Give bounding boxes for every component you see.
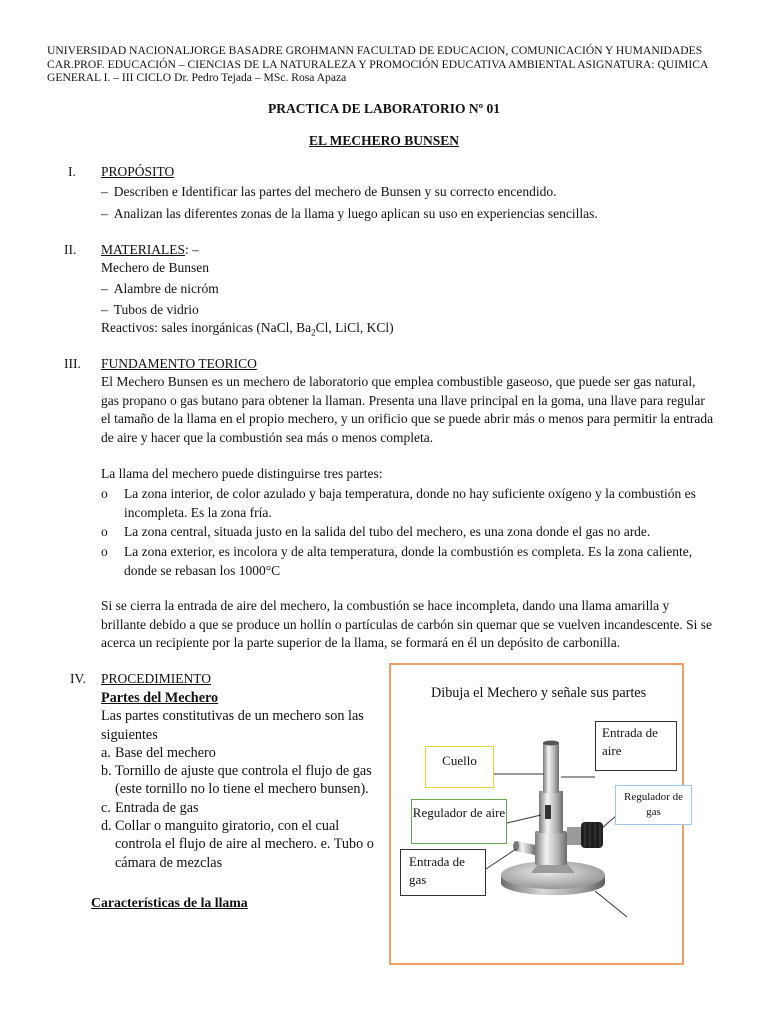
purpose-item-2-text: Analizan las diferentes zonas de la llama y luego aplican su uso en experiencias sencillas. <box>113 206 598 221</box>
flame-zone-item-1 <box>101 485 715 522</box>
part-item-d <box>101 817 381 872</box>
bullet-marker: o <box>101 544 108 559</box>
flame-intro: La llama del mechero puede distinguirse tres partes: <box>101 466 383 481</box>
section-2-heading: MATERIALES <box>101 242 185 257</box>
section-4-number: IV. <box>70 671 86 686</box>
material-item-3 <box>101 301 715 320</box>
regulator-stem <box>567 827 581 845</box>
flame-zone-text-2: La zona central, situada justo en la salida del tubo del mechero, es una zona donde el gas no arde. <box>124 524 651 539</box>
reactivos-prefix: Reactivos: sales inorgánicas (NaCl, Ba <box>101 320 312 335</box>
reactivos-line <box>101 319 394 342</box>
reactivos-suffix: Cl, LiCl, KCl) <box>315 320 394 335</box>
purpose-item-1-text: Describen e Identificar las partes del mechero de Bunsen y su correcto encendido. <box>113 184 557 199</box>
part-item-a <box>101 744 381 762</box>
part-text: Entrada de gas <box>115 799 199 816</box>
section-2-heading-suffix: : – <box>185 242 199 257</box>
document-header: UNIVERSIDAD NACIONALJORGE BASADRE GROHMANN FACULTAD DE EDUCACION, COMUNICACIÓN Y HUMANIDADES CAR.PROF. EDUCACIÓN – CIENCIAS DE LA NATURALEZA Y PROMOCIÓN EDUCATIVA AMBIENTAL ASIGNATURA: QUIMICA GENERAL I. – III CICLO Dr. Pedro Tejada – MSc. Rosa Apaza <box>47 44 708 85</box>
section-2-number: II. <box>64 242 77 257</box>
leader-regulador-aire <box>507 815 541 823</box>
section-3-heading: FUNDAMENTO TEORICO <box>101 356 257 371</box>
part-letter: b. <box>101 763 112 780</box>
burner-collar <box>535 831 567 865</box>
material-item-3-text: Tubos de vidrio <box>113 302 199 317</box>
procedure-block <box>101 689 381 872</box>
section-4-heading: PROCEDIMIENTO <box>101 671 212 686</box>
bullet-marker: o <box>101 486 108 501</box>
label-cuello: Cuello <box>425 746 494 788</box>
part-item-b <box>101 762 381 799</box>
material-item-2-text: Alambre de nicróm <box>113 281 219 296</box>
burner-tube <box>543 743 559 793</box>
part-letter: c. <box>101 799 111 816</box>
leader-entrada-gas <box>486 849 516 869</box>
purpose-item-1 <box>101 183 715 202</box>
part-text: Collar o manguito giratorio, con el cual controla el flujo de aire al mechero. e. Tubo o cámara de mezclas <box>115 818 374 871</box>
section-2-heading-line <box>101 241 199 260</box>
flame-characteristics-heading: Características de la llama <box>91 895 248 910</box>
material-item-1: Mechero de Bunsen <box>101 260 209 275</box>
section-1-number: I. <box>68 164 76 179</box>
leader-base <box>595 891 627 917</box>
parts-subheading: Partes del Mechero <box>101 690 219 706</box>
part-text: Tornillo de ajuste que controla el flujo de gas (este tornillo no lo tiene el mechero bunsen). <box>115 763 372 798</box>
part-letter: d. <box>101 818 112 835</box>
flame-zone-item-3 <box>101 543 715 580</box>
subtitle-text: EL MECHERO BUNSEN <box>308 133 460 148</box>
label-entrada-gas: Entrada de gas <box>400 849 486 896</box>
section-3-number: III. <box>64 356 81 371</box>
label-regulador-aire: Regulador de aire <box>411 799 507 844</box>
section-1-heading: PROPÓSITO <box>101 164 175 179</box>
theory-paragraph-1: El Mechero Bunsen es un mechero de laboratorio que emplea combustible gaseoso, que puede ser gas natural, gas propano o gas butano para obtener la llaman. Presenta una llave principal en la goma, una llave para regular el tamaño de la llama en el propio mechero, y un orificio que se puede abrir más o menos para permitir la entrada de aire y hacer que la combustión sea más o menos completa. <box>101 374 714 445</box>
figure-frame <box>389 663 684 965</box>
flame-zone-item-2 <box>101 523 715 542</box>
part-letter: a. <box>101 744 111 761</box>
practice-subtitle <box>0 133 768 149</box>
practice-title: PRACTICA DE LABORATORIO Nº 01 <box>268 101 500 116</box>
tube-mouth <box>543 741 559 746</box>
theory-paragraph-2: Si se cierra la entrada de aire del mechero, la combustión se hace incompleta, dando una llama amarilla y brillante debido a que se produce un hollín o partículas de carbón sin quemar que se vuelven incandescente. Si se acerca un recipiente por la parte superior de la llama, se formará en él un depósito de carbonilla. <box>101 598 713 650</box>
flame-zone-text-1: La zona interior, de color azulado y baja temperatura, donde no hay suficiente oxígeno y la combustión es incompleta. Es la zona fría. <box>124 486 696 520</box>
part-item-c <box>101 799 381 817</box>
air-inlet-hole <box>545 805 551 819</box>
bullet-marker: o <box>101 524 108 539</box>
parts-intro: Las partes constitutivas de un mechero son las siguientes <box>101 708 364 743</box>
flame-zone-text-3: La zona exterior, es incolora y de alta temperatura, donde la combustión es completa. Es la zona caliente, donde se rebasan los 1000°C <box>124 544 693 578</box>
label-regulador-gas: Regulador de gas <box>615 785 692 825</box>
label-entrada-aire: Entrada de aire <box>595 721 677 771</box>
part-text: Base del mechero <box>115 744 216 761</box>
material-item-2 <box>101 280 715 299</box>
figure-caption: Dibuja el Mechero y señale sus partes <box>431 685 647 701</box>
reactivos-subscript: 2 <box>311 327 316 338</box>
purpose-item-2 <box>101 205 715 224</box>
